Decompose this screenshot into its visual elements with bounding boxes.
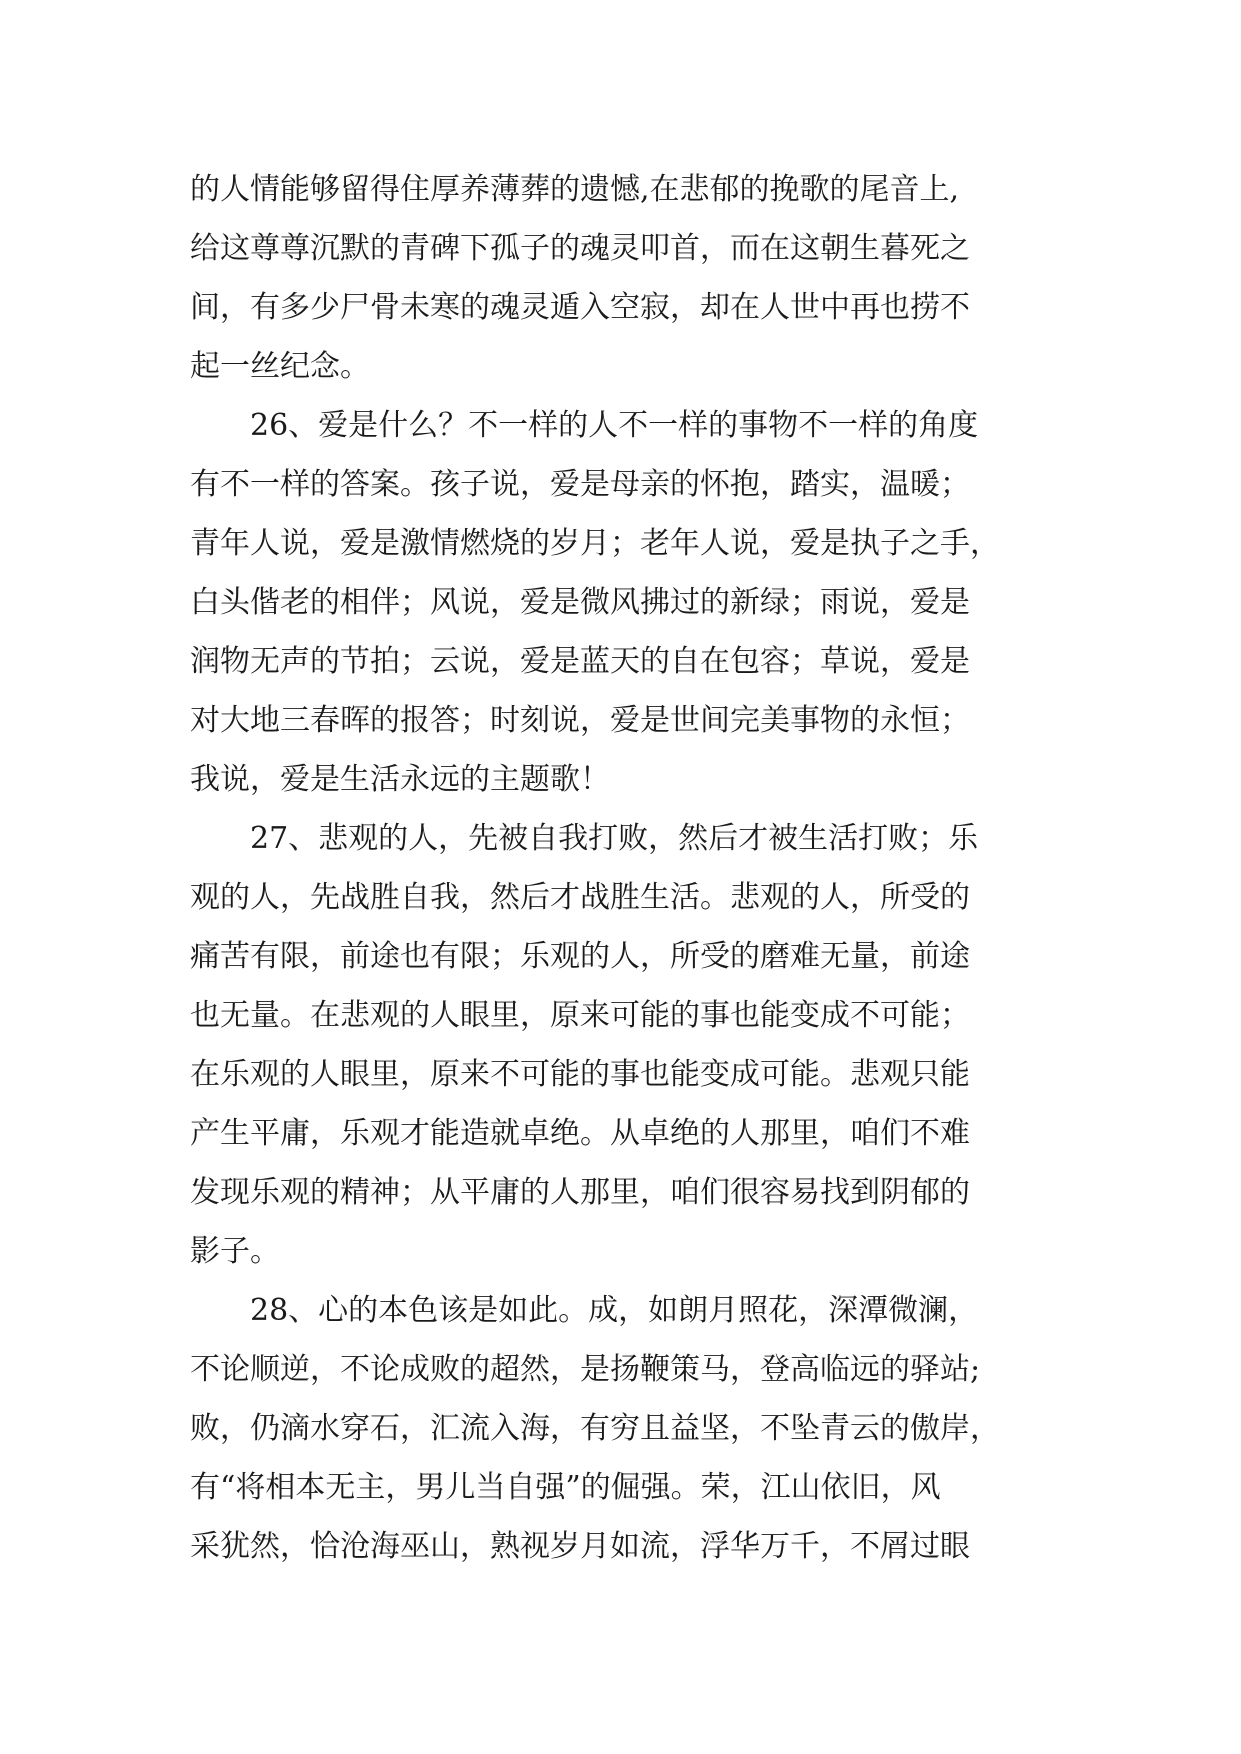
- text-line: 在乐观的人眼里，原来不可能的事也能变成可能。悲观只能: [190, 1057, 970, 1092]
- text-line: 给这尊尊沉默的青碑下孤子的魂灵叩首，而在这朝生暮死之: [190, 231, 970, 266]
- text-line: 的人情能够留得住厚养薄葬的遗憾,在悲郁的挽歌的尾音上,: [190, 172, 960, 207]
- text-line: 不论顺逆，不论成败的超然，是扬鞭策马，登高临远的驿站;: [190, 1352, 981, 1387]
- paragraph-start-line: 27、悲观的人，先被自我打败，然后才被生活打败；乐: [250, 821, 979, 856]
- text-line: 产生平庸，乐观才能造就卓绝。从卓绝的人那里，咱们不难: [190, 1116, 970, 1151]
- paragraph-start-line: 28、心的本色该是如此。成，如朗月照花，深潭微澜，: [250, 1293, 979, 1328]
- text-line: 起一丝纪念。: [190, 349, 370, 384]
- text-line: 发现乐观的精神；从平庸的人那里，咱们很容易找到阴郁的: [190, 1175, 970, 1210]
- text-line: 对大地三春晖的报答；时刻说，爱是世间完美事物的永恒；: [190, 703, 970, 738]
- text-line: 我说，爱是生活永远的主题歌！: [190, 762, 610, 797]
- text-line: 有不一样的答案。孩子说，爱是母亲的怀抱，踏实，温暖；: [190, 467, 970, 502]
- text-line: 白头偕老的相伴；风说，爱是微风拂过的新绿；雨说，爱是: [190, 585, 970, 620]
- text-line: 观的人，先战胜自我，然后才战胜生活。悲观的人，所受的: [190, 880, 970, 915]
- body-text: [190, 160, 1090, 1576]
- text-line: 润物无声的节拍；云说，爱是蓝天的自在包容；草说，爱是: [190, 644, 970, 679]
- text-line: 败，仍滴水穿石，汇流入海，有穷且益坚，不坠青云的傲岸，: [190, 1411, 1000, 1446]
- text-line: 影子。: [190, 1234, 280, 1269]
- text-line: 也无量。在悲观的人眼里，原来可能的事也能变成不可能；: [190, 998, 970, 1033]
- text-line: 青年人说，爱是激情燃烧的岁月；老年人说，爱是执子之手，: [190, 526, 1000, 561]
- text-line: 有“将相本无主，男儿当自强”的倔强。荣，江山依旧，风: [190, 1470, 941, 1505]
- text-line: 痛苦有限，前途也有限；乐观的人，所受的磨难无量，前途: [190, 939, 970, 974]
- text-line: 间，有多少尸骨未寒的魂灵遁入空寂，却在人世中再也捞不: [190, 290, 970, 325]
- text-line: 采犹然，恰沧海巫山，熟视岁月如流，浮华万千，不屑过眼: [190, 1529, 970, 1564]
- paragraph-start-line: 26、爱是什么？不一样的人不一样的事物不一样的角度: [250, 408, 979, 443]
